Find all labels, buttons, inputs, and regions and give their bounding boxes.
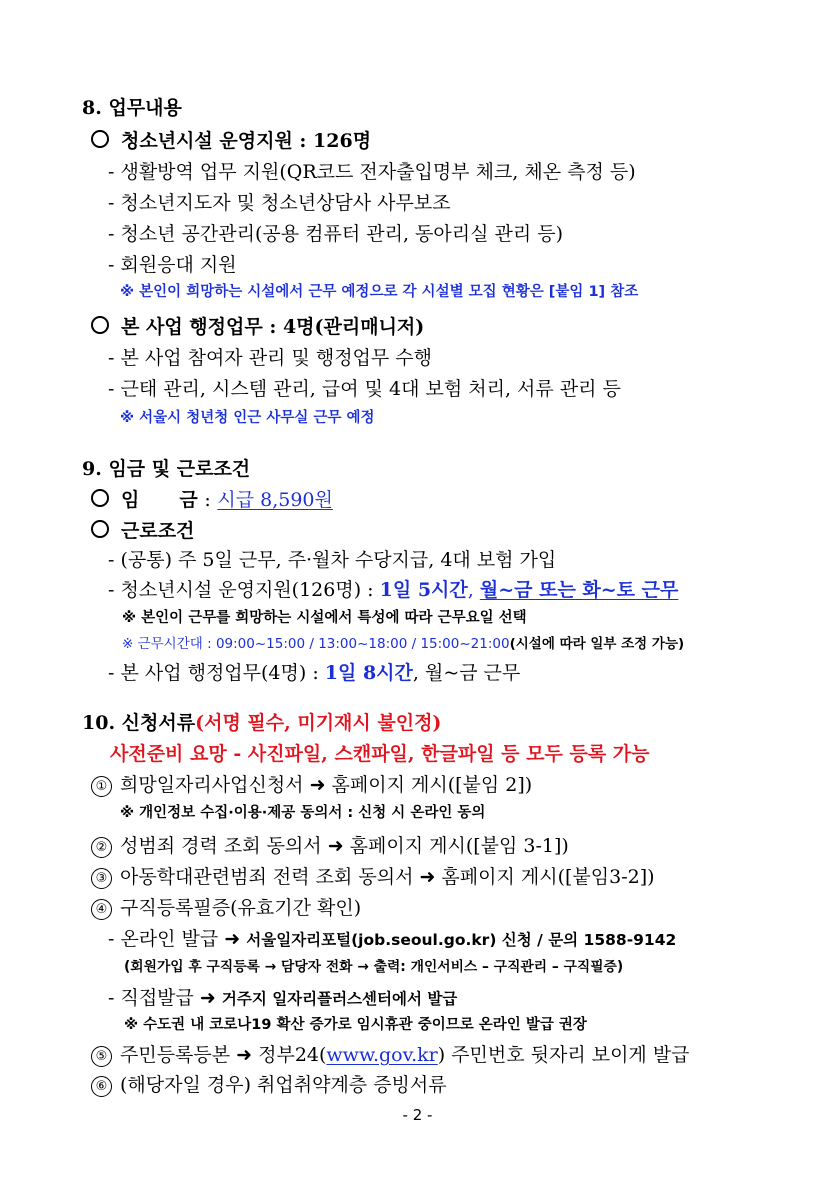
circle-bullet-icon	[91, 489, 109, 507]
gov-link[interactable]: www.gov.kr	[326, 1044, 438, 1066]
wage-label-a: 임	[121, 489, 140, 511]
doc-4-text: 구직등록필증(유효기간 확인)	[120, 897, 362, 919]
facility-note: ※ 본인이 희망하는 시설에서 근무 예정으로 각 시설별 모집 현황은 [붙임 1] 참조	[120, 284, 639, 300]
group-2-heading-text: 본 사업 행정업무 : 4명(관리매니저)	[121, 316, 425, 338]
admin-conditions	[108, 661, 520, 685]
privacy-note: ※ 개인정보 수집·이용·제공 동의서 : 신청 시 온라인 동의	[120, 805, 486, 821]
list-item: - 청소년 공간관리(공용 컴퓨터 관리, 동아리실 관리 등)	[108, 223, 563, 245]
facility-days: 월~금 또는 화~토 근무	[479, 579, 679, 601]
admin-prefix: - 본 사업 행정업무(4명) :	[108, 662, 325, 684]
doc-5-rest: ) 주민번호 뒷자리 보이게 발급	[437, 1044, 690, 1066]
number-4-icon: ④	[91, 899, 112, 920]
doc-item-6	[91, 1073, 447, 1097]
circle-bullet-icon	[91, 520, 109, 538]
online-steps-note: (회원가입 후 구직등록 → 담당자 전화 → 출력: 개인서비스 – 구직관리 – 구직필증)	[124, 959, 624, 975]
admin-hours: 1일 8시간	[324, 662, 413, 684]
wage-label-b: 금	[179, 489, 198, 511]
section-9-title: 9. 임금 및 근로조건	[82, 458, 251, 480]
number-6-icon: ⑥	[91, 1076, 112, 1097]
doc-6-text: (해당자일 경우) 취업취약계층 증빙서류	[120, 1074, 447, 1096]
doc-item-1	[91, 773, 532, 797]
admin-rest: , 월~금 근무	[412, 662, 521, 684]
wage-value: 시급 8,590원	[217, 489, 333, 511]
doc-item-3	[91, 865, 655, 889]
facility-hours: 1일 5시간	[379, 579, 468, 601]
covid-note: ※ 수도권 내 코로나19 확산 증가로 임시휴관 중이므로 온라인 발급 권장	[124, 1017, 587, 1033]
list-item: - 근태 관리, 시스템 관리, 급여 및 4대 보험 처리, 서류 관리 등	[108, 378, 621, 400]
number-2-icon: ②	[91, 837, 112, 858]
circle-bullet-icon	[91, 316, 109, 334]
online-prefix: - 온라인 발급 ➜	[108, 928, 247, 950]
worktime-values: ※ 근무시간대 : 09:00~15:00 / 13:00~18:00 / 15:00~21:00	[122, 636, 510, 652]
facility-conditions: - 청소년시설 운영지원(126명) : 1일 5시간, 월~금 또는 화~토 근무	[108, 579, 679, 601]
circle-bullet-icon	[91, 130, 109, 148]
doc-item-4	[91, 896, 361, 920]
doc-3-text: 아동학대관련범죄 전력 조회 동의서 ➜ 홈페이지 게시([붙임3-2])	[120, 866, 655, 888]
common-conditions: - (공통) 주 5일 근무, 주·월차 수당지급, 4대 보험 가입	[108, 549, 557, 571]
doc-item-2	[91, 834, 569, 858]
doc-2-text: 성범죄 경력 조회 동의서 ➜ 홈페이지 게시([붙임 3-1])	[120, 835, 569, 857]
doc-5-prefix: 주민등록등본 ➜ 정부24(	[120, 1044, 327, 1066]
list-item: - 생활방역 업무 지원(QR코드 전자출입명부 체크, 체온 측정 등)	[108, 161, 636, 183]
number-3-icon: ③	[91, 868, 112, 889]
signature-required-note: (서명 필수, 미기재시 불인정)	[195, 712, 442, 734]
section-8-group-1-heading	[91, 129, 371, 153]
wage-separator: :	[204, 489, 211, 511]
conditions-heading	[91, 519, 194, 543]
office-note: ※ 서울시 청년청 인근 사무실 근무 예정	[120, 410, 375, 426]
online-issue	[108, 927, 676, 951]
facility-prefix: - 청소년시설 운영지원(126명) :	[108, 579, 380, 601]
doc-item-5	[91, 1043, 690, 1067]
direct-issue-text: 거주지 일자리플러스센터에서 발급	[221, 990, 458, 1008]
group-1-heading-text: 청소년시설 운영지원 : 126명	[121, 130, 372, 152]
section-8-title: 8. 업무내용	[82, 97, 182, 119]
prep-note: 사전준비 요망 - 사진파일, 스캔파일, 한글파일 등 모두 등록 가능	[110, 743, 650, 765]
section-10-title	[82, 711, 441, 735]
list-item: - 청소년지도자 및 청소년상담사 사무보조	[108, 192, 451, 214]
wage-line	[91, 488, 333, 512]
conditions-heading-text: 근로조건	[121, 520, 195, 542]
workday-note: ※ 본인이 근무를 희망하는 시설에서 특성에 따라 근무요일 선택	[122, 610, 527, 626]
worktime-adjust: (시설에 따라 일부 조정 가능)	[509, 636, 685, 652]
section-10-title-text: 10. 신청서류	[82, 712, 196, 734]
page-number: - 2 -	[402, 1106, 433, 1124]
worktime-note	[122, 634, 684, 654]
section-8-group-2-heading	[91, 315, 424, 339]
list-item: - 회원응대 지원	[108, 254, 237, 276]
number-1-icon: ①	[91, 776, 112, 797]
list-item: - 본 사업 참여자 관리 및 행정업무 수행	[108, 347, 433, 369]
direct-issue	[108, 986, 457, 1010]
doc-1-text: 희망일자리사업신청서 ➜ 홈페이지 게시([붙임 2])	[120, 774, 533, 796]
number-5-icon: ⑤	[91, 1046, 112, 1067]
direct-prefix: - 직접발급 ➜	[108, 987, 222, 1009]
online-portal-text: 서울일자리포털(job.seoul.go.kr) 신청 / 문의 1588-9142	[246, 931, 677, 949]
